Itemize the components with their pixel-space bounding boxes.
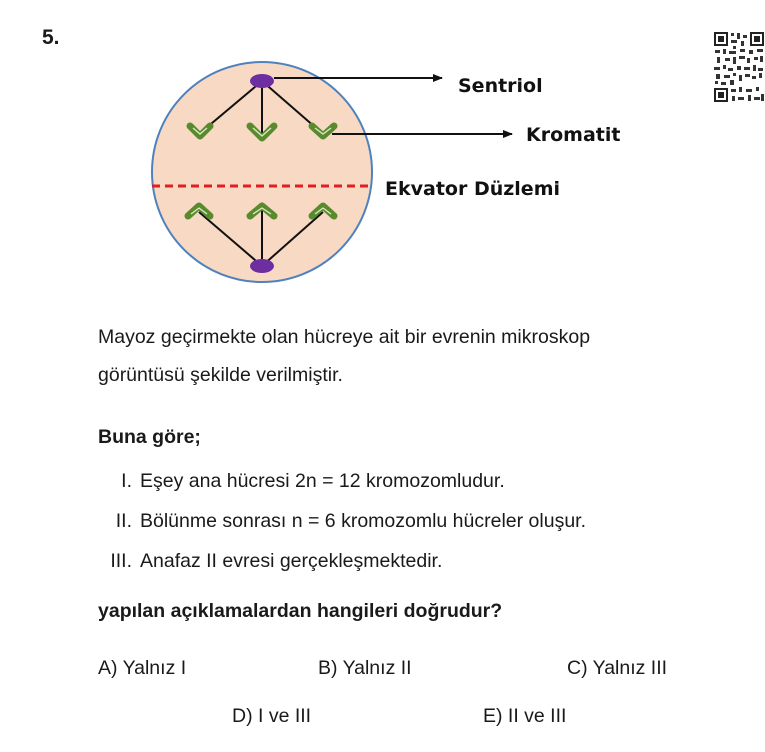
- question-ask: yapılan açıklamalardan hangileri doğrudur?: [98, 600, 503, 622]
- equator-label: Ekvator Düzlemi: [385, 178, 561, 200]
- kromatit-label: Kromatit: [526, 124, 620, 146]
- statement-2: [98, 510, 586, 533]
- meiosis-diagram: [140, 40, 620, 290]
- option-d[interactable]: D) I ve III: [232, 705, 312, 727]
- statement-text: Anafaz II evresi gerçekleşmektedir.: [140, 550, 443, 572]
- statement-number: III.: [110, 550, 132, 572]
- option-b[interactable]: B) Yalnız II: [318, 657, 412, 679]
- statement-3: [98, 550, 442, 573]
- question-number: 5.: [42, 26, 60, 49]
- centriole-bottom: [250, 259, 274, 273]
- option-e[interactable]: E) II ve III: [483, 705, 567, 727]
- option-c[interactable]: C) Yalnız III: [567, 657, 668, 679]
- option-a[interactable]: A) Yalnız I: [98, 657, 187, 679]
- statement-text: Bölünme sonrası n = 6 kromozomlu hücreler oluşur.: [140, 510, 587, 532]
- question-stem-line1: Mayoz geçirmekte olan hücreye ait bir evrenin mikroskop: [98, 326, 591, 348]
- qr-code-icon: [713, 31, 765, 103]
- question-stem-line2: görüntüsü şekilde verilmiştir.: [98, 364, 343, 386]
- statement-number: I.: [121, 470, 132, 492]
- statement-number: II.: [115, 510, 132, 532]
- centriole-top: [250, 74, 274, 88]
- statement-1: [98, 470, 505, 493]
- sentriol-label: Sentriol: [458, 75, 543, 97]
- statement-text: Eşey ana hücresi 2n = 12 kromozomludur.: [140, 470, 505, 492]
- question-lead: Buna göre;: [98, 426, 201, 448]
